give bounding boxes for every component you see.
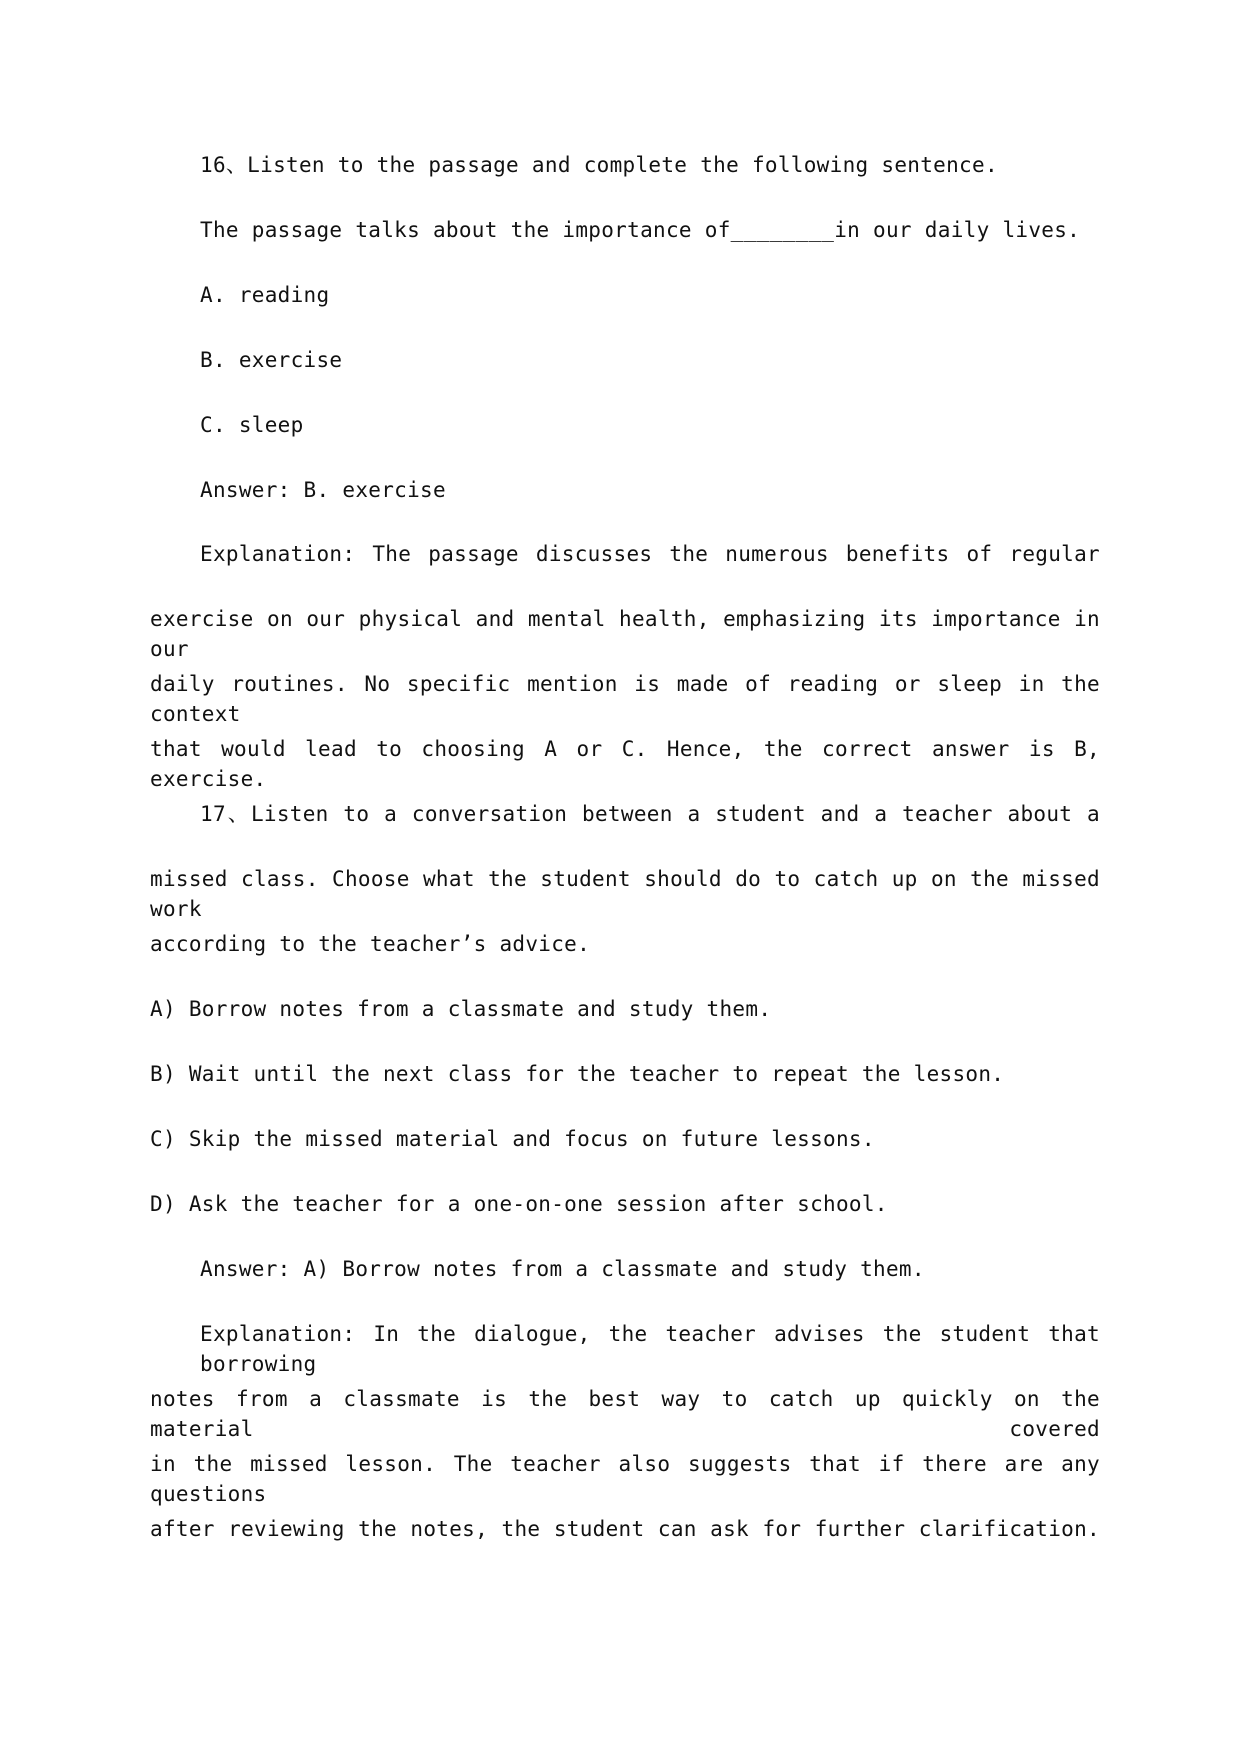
q17-option-b: B) Wait until the next class for the teacher to repeat the lesson. (150, 1062, 1005, 1086)
q17-explanation-line: notes from a classmate is the best way to catch up quickly on the material covered (150, 1387, 1100, 1441)
q16-explanation-line: exercise on our physical and mental health, emphasizing its importance in our (150, 607, 1100, 661)
q17-explanation-line: in the missed lesson. The teacher also suggests that if there are any questions (150, 1452, 1100, 1506)
q17-explanation-line: after reviewing the notes, the student can ask for further clarification. (150, 1517, 1100, 1541)
q16-option-a: A. reading (200, 283, 330, 307)
q16-answer: Answer: B. exercise (200, 478, 446, 502)
q16-explanation-line: Explanation: The passage discusses the numerous benefits of regular (200, 542, 1100, 566)
q17-prompt-line: according to the teacher’s advice. (150, 932, 591, 956)
q16-explanation-line: daily routines. No specific mention is made of reading or sleep in the context (150, 672, 1100, 726)
q17-option-c: C) Skip the missed material and focus on future lessons. (150, 1127, 875, 1151)
q17-prompt-line: 17、Listen to a conversation between a student and a teacher about a (200, 802, 1100, 826)
q16-option-c: C. sleep (200, 413, 304, 437)
q17-option-d: D) Ask the teacher for a one-on-one session after school. (150, 1192, 888, 1216)
q16-explanation-line: that would lead to choosing A or C. Hence, the correct answer is B, exercise. (150, 737, 1100, 791)
q17-explanation-line: Explanation: In the dialogue, the teacher advises the student that borrowing (200, 1322, 1100, 1376)
q16-prompt: 16、Listen to the passage and complete the following sentence. (200, 153, 998, 177)
q17-prompt-line: missed class. Choose what the student should do to catch up on the missed work (150, 867, 1100, 921)
q17-answer: Answer: A) Borrow notes from a classmate and study them. (200, 1257, 925, 1281)
q16-option-b: B. exercise (200, 348, 343, 372)
q17-option-a: A) Borrow notes from a classmate and study them. (150, 997, 772, 1021)
q16-sentence: The passage talks about the importance of________in our daily lives. (200, 218, 1081, 242)
